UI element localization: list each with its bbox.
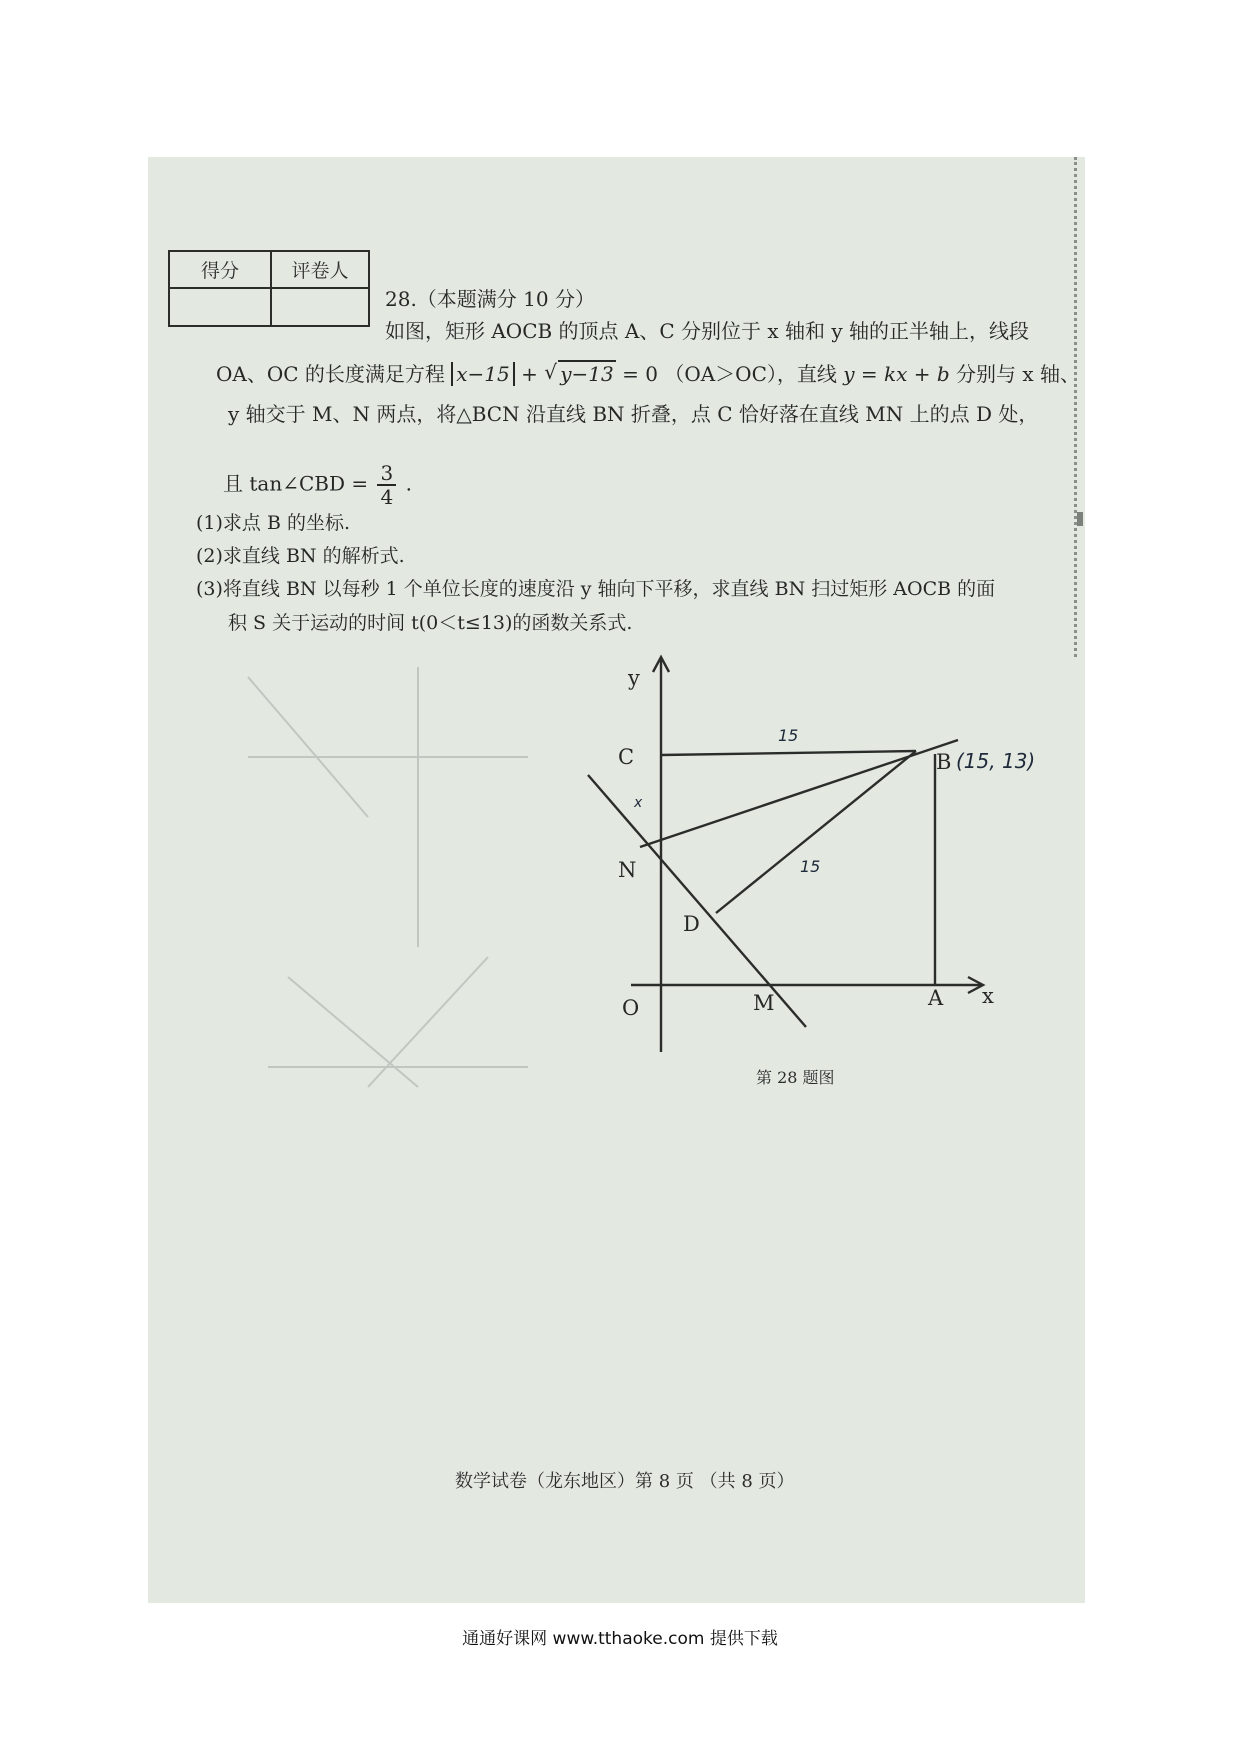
- label-y-axis: y: [628, 666, 640, 690]
- grader-header: 评卷人: [271, 251, 369, 288]
- side-CB: [661, 751, 916, 755]
- label-origin: O: [622, 996, 640, 1020]
- equals-zero: = 0: [622, 362, 658, 386]
- geometry-figure: [148, 157, 1085, 1157]
- segment-BD: [716, 751, 916, 913]
- question-heading: 28.（本题满分 10 分）: [385, 287, 595, 311]
- fraction-denominator: 4: [380, 485, 394, 509]
- question-line-3: y 轴交于 M、N 两点，将△BCN 沿直线 BN 折叠，点 C 恰好落在直线 MN 上的点 D 处，: [228, 402, 1039, 426]
- label-A: A: [928, 986, 944, 1010]
- fraction-numerator: 3: [377, 462, 396, 486]
- label-N: N: [618, 858, 637, 882]
- handwritten-BD-length: 15: [800, 857, 821, 876]
- line2-mid: （OA＞OC），直线: [664, 362, 837, 386]
- handwritten-top-length: 15: [778, 726, 799, 745]
- question-part-3-continued: 积 S 关于运动的时间 t(0＜t≤13)的函数关系式.: [228, 612, 633, 634]
- abs-expression: x−15: [451, 362, 515, 386]
- question-part-2: (2)求直线 BN 的解析式.: [196, 545, 405, 567]
- label-C: C: [618, 745, 635, 769]
- line-equation: y = kx + b: [843, 362, 950, 386]
- exam-paper-photo: [148, 157, 1085, 1603]
- sqrt-body: y−13: [560, 362, 614, 386]
- question-intro: 如图，矩形 AOCB 的顶点 A、C 分别位于 x 轴和 y 轴的正半轴上，线段: [385, 319, 1030, 343]
- plus-sign: +: [521, 362, 538, 386]
- radical-sign: √: [544, 360, 557, 384]
- figure-caption: 第 28 题图: [756, 1068, 835, 1087]
- label-D: D: [683, 912, 700, 936]
- label-M: M: [753, 991, 775, 1015]
- site-footer: 通通好课网 www.tthaoke.com 提供下载: [462, 1629, 778, 1649]
- label-B: B: [936, 750, 952, 774]
- question-part-1: (1)求点 B 的坐标.: [196, 512, 350, 534]
- score-header: 得分: [169, 251, 271, 288]
- line2-suffix: 分别与 x 轴、: [956, 362, 1081, 386]
- line4-suffix: .: [405, 471, 412, 496]
- label-x-axis: x: [982, 984, 994, 1008]
- line2-prefix: OA、OC 的长度满足方程: [216, 362, 445, 386]
- page-footer: 数学试卷（龙东地区）第 8 页 （共 8 页）: [455, 1471, 795, 1492]
- line4-prefix: 且 tan∠CBD =: [223, 471, 369, 496]
- handwritten-CN-mark: x: [634, 795, 643, 811]
- line-MN: [588, 775, 806, 1027]
- handwritten-B-coordinates: (15, 13): [956, 749, 1036, 773]
- question-part-3: (3)将直线 BN 以每秒 1 个单位长度的速度沿 y 轴向下平移，求直线 BN 扫过矩形 AOCB 的面: [196, 578, 996, 600]
